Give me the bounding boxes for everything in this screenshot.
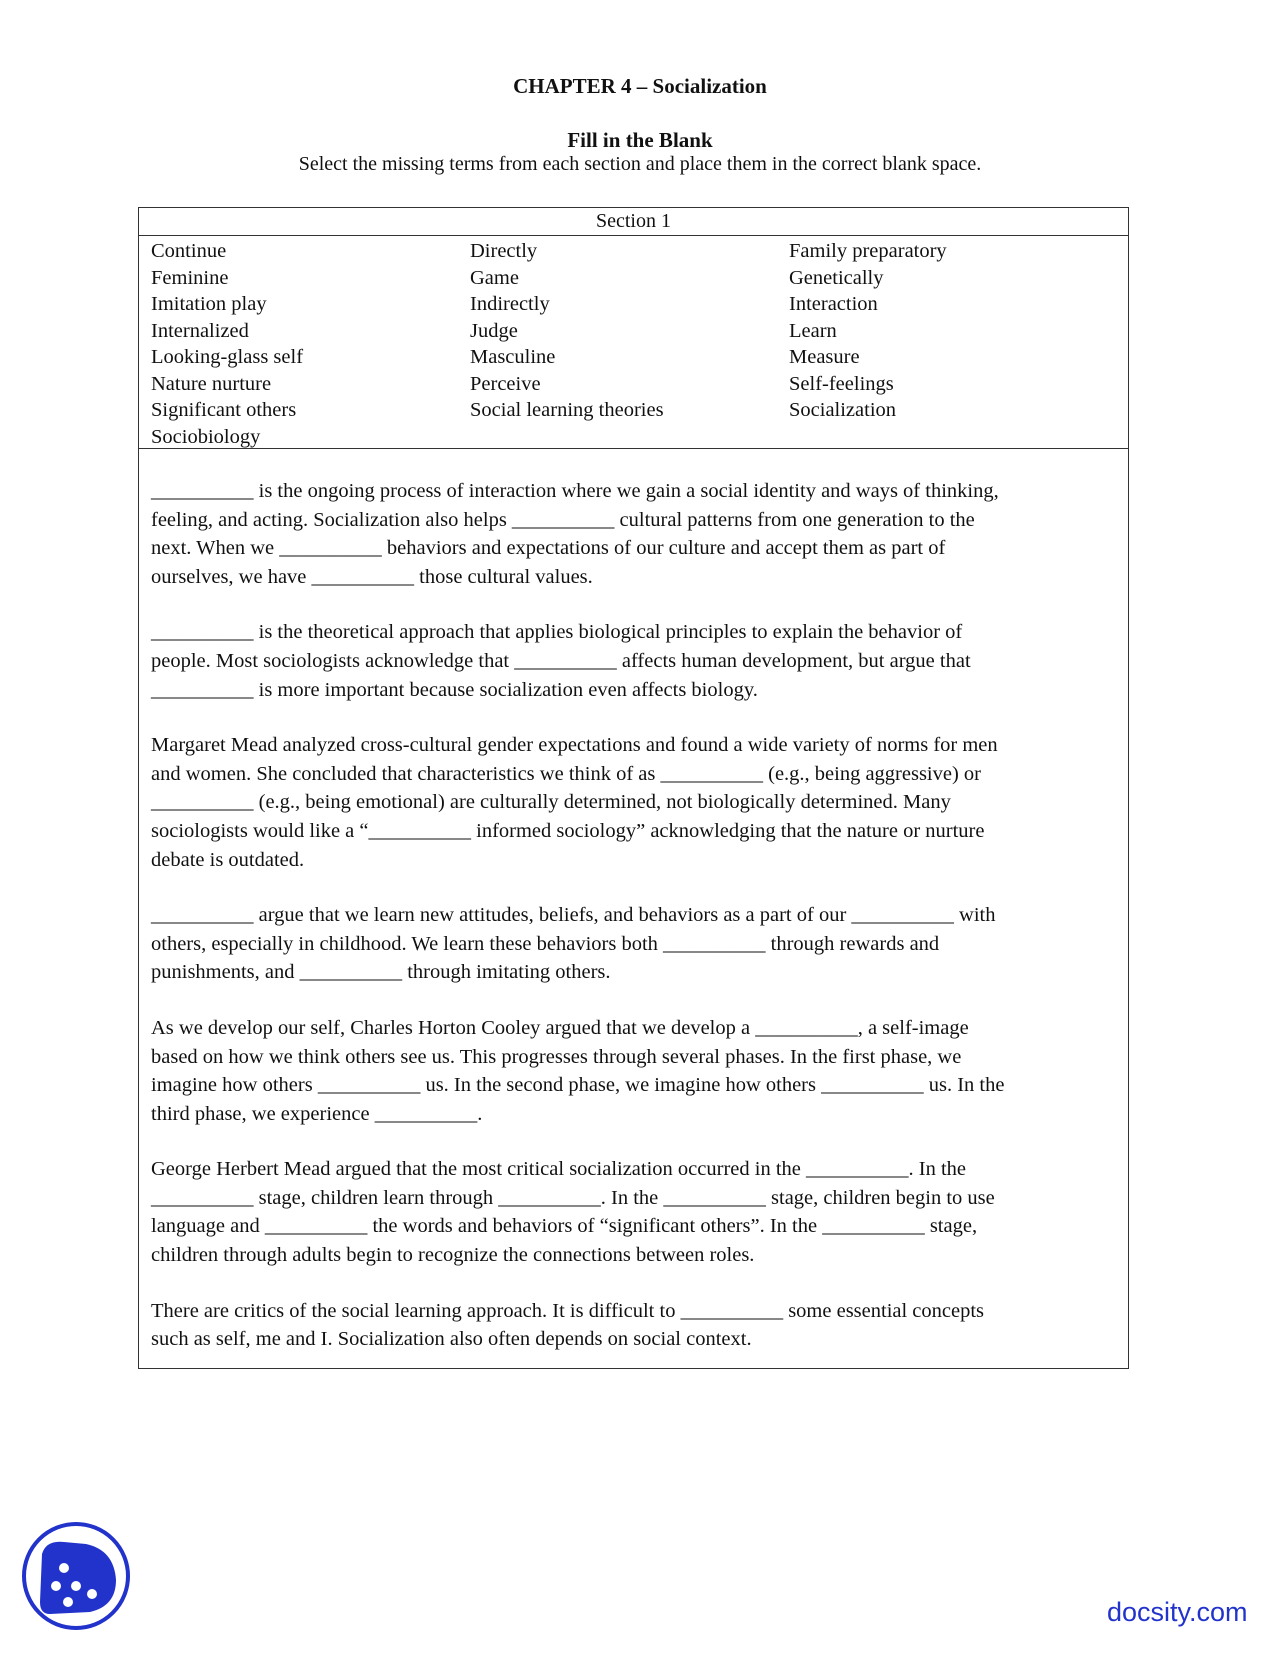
section-label: Section 1 [139, 208, 1128, 236]
passage-cooley [151, 1014, 1116, 1128]
passage-line: feeling, and acting. Socialization also helps __________ cultural patterns from one generation to the [151, 508, 975, 531]
word-bank-term: Directly [470, 240, 538, 262]
passage-line: __________ is the ongoing process of interaction where we gain a social identity and ways of thinking, [151, 480, 999, 502]
word-bank-term: Socialization [789, 399, 897, 421]
word-bank-column-3 [789, 238, 947, 424]
passage-socialization [151, 477, 1116, 591]
exercise-title: Fill in the Blank [567, 128, 713, 152]
word-bank-term: Continue [151, 240, 227, 262]
word-bank-term: Imitation play [151, 293, 267, 315]
word-bank-term: Interaction [789, 293, 878, 315]
passage-line: There are critics of the social learning approach. It is difficult to __________ some essential concepts [151, 1299, 985, 1322]
word-bank-term: Significant others [151, 399, 297, 421]
passage-line: __________ argue that we learn new attitudes, beliefs, and behaviors as a part of our __________ with [151, 904, 996, 927]
passage-line: __________ is the theoretical approach that applies biological principles to explain the behavior of [151, 621, 963, 644]
passage-line: George Herbert Mead argued that the most critical socialization occurred in the __________. In the [151, 1158, 966, 1181]
passage-line: third phase, we experience __________. [151, 1102, 483, 1125]
passage-line: debate is outdated. [151, 848, 305, 871]
passage-line: language and __________ the words and behaviors of “significant others”. In the __________ stage, [151, 1215, 978, 1238]
passage-line: __________ (e.g., being emotional) are culturally determined, not biologically determined. Many [151, 791, 951, 814]
passage-social-learning [151, 901, 1116, 987]
passage-margaret-mead [151, 731, 1116, 874]
passage-critics [151, 1297, 1116, 1354]
word-bank [139, 236, 1128, 449]
passage-line: sociologists would like a “__________ informed sociology” acknowledging that the nature or nurture [151, 819, 985, 842]
word-bank-term: Perceive [470, 372, 541, 395]
word-bank-term: Internalized [151, 319, 249, 342]
word-bank-term: Looking-glass self [151, 346, 304, 368]
passage-line: such as self, me and I. Socialization also often depends on social context. [151, 1328, 752, 1351]
word-bank-term: Game [470, 266, 519, 289]
word-bank-column-1 [151, 238, 303, 450]
exercise-instructions: Select the missing terms from each section and place them in the correct blank space. [298, 153, 982, 175]
passage-line: next. When we __________ behaviors and expectations of our culture and accept them as part of [151, 537, 946, 560]
word-bank-term: Nature nurture [151, 372, 272, 395]
passage-george-herbert-mead [151, 1155, 1116, 1269]
passage-line: As we develop our self, Charles Horton Cooley argued that we develop a __________, a self-image [151, 1016, 969, 1039]
fill-in-passages [139, 449, 1128, 1354]
word-bank-term: Learn [789, 319, 837, 342]
word-bank-term: Social learning theories [470, 399, 664, 421]
worksheet-box [138, 207, 1129, 1369]
passage-sociobiology [151, 618, 1116, 704]
passage-line: based on how we think others see us. This progresses through several phases. In the first phase, we [151, 1045, 962, 1068]
passage-line: __________ stage, children learn through __________. In the __________ stage, children begin to use [151, 1186, 995, 1209]
word-bank-term: Feminine [151, 266, 229, 289]
word-bank-term: Self-feelings [789, 372, 894, 395]
passage-line: Margaret Mead analyzed cross-cultural gender expectations and found a wide variety of norms for men [151, 734, 998, 757]
passage-line: __________ is more important because socialization even affects biology. [151, 678, 758, 701]
word-bank-term: Genetically [789, 266, 884, 289]
word-bank-column-2 [470, 238, 664, 424]
passage-line: ourselves, we have __________ those cultural values. [151, 565, 593, 588]
docsity-logo-icon[interactable] [20, 1520, 132, 1632]
word-bank-term: Masculine [470, 346, 556, 368]
chapter-title: CHAPTER 4 – Socialization [513, 74, 767, 98]
passage-line: children through adults begin to recognize the connections between roles. [151, 1244, 755, 1267]
word-bank-term: Measure [789, 346, 860, 368]
passage-line: people. Most sociologists acknowledge that __________ affects human development, but argue that [151, 649, 971, 672]
word-bank-term: Sociobiology [151, 425, 261, 448]
passage-line: punishments, and __________ through imitating others. [151, 961, 611, 984]
passage-line: others, especially in childhood. We learn these behaviors both __________ through rewards and [151, 932, 940, 955]
passage-line: and women. She concluded that characteristics we think of as __________ (e.g., being aggressive) or [151, 762, 982, 785]
word-bank-term: Judge [470, 319, 518, 342]
word-bank-term: Family preparatory [789, 240, 947, 262]
docsity-brand-link[interactable]: docsity.com [1107, 1597, 1248, 1627]
word-bank-term: Indirectly [470, 293, 550, 315]
passage-line: imagine how others __________ us. In the second phase, we imagine how others __________ us. In the [151, 1074, 1005, 1097]
